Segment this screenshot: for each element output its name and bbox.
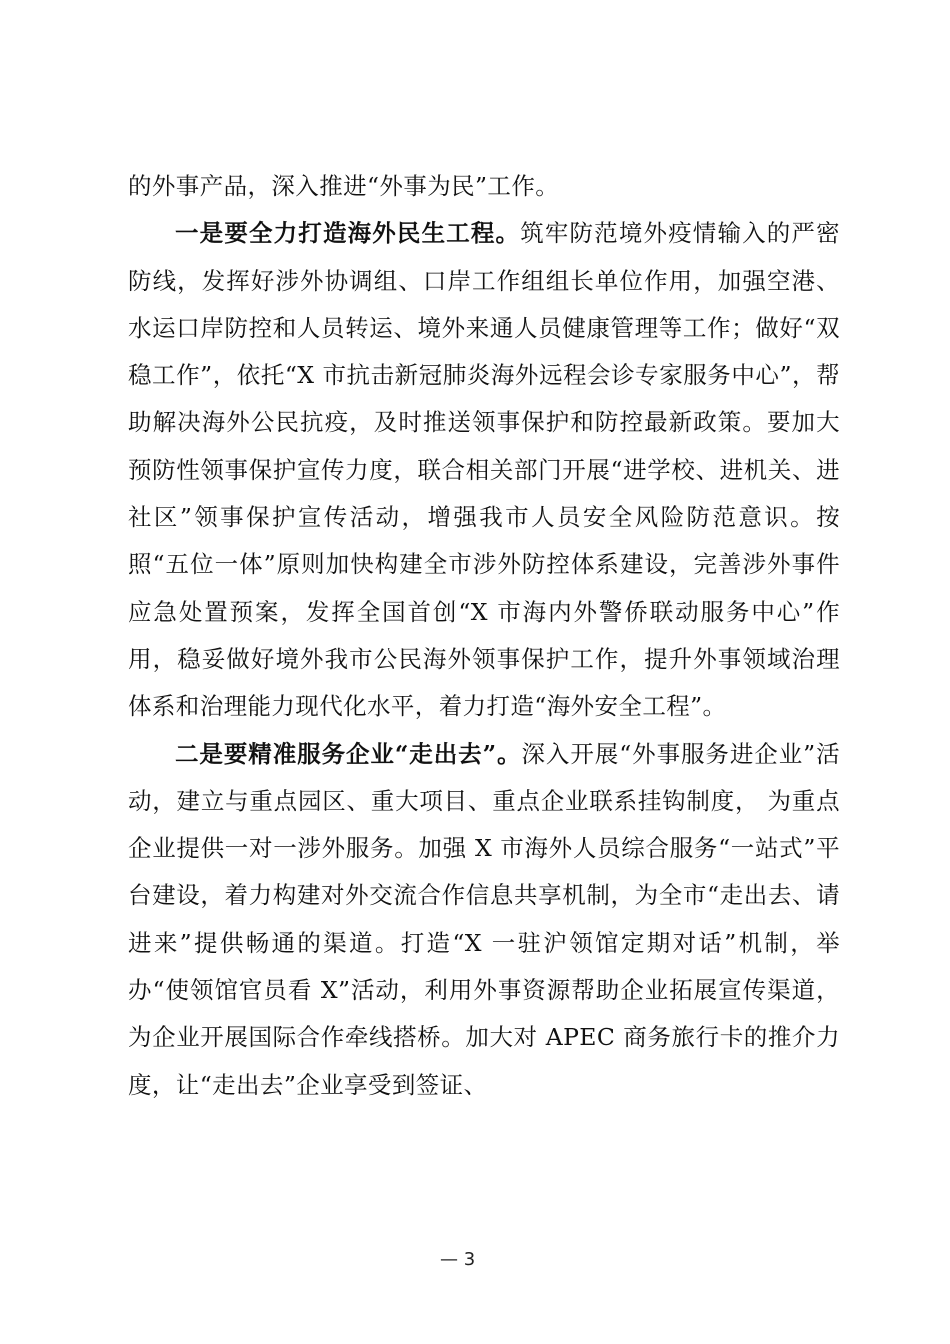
document-body: [128, 163, 840, 1109]
paragraph-body-text: 深入开展“外事服务进企业”活动，建立与重点园区、重大项目、重点企业联系挂钩制度， 为重点企业提供一对一涉外服务。加强 X 市海外人员综合服务“一站式”平台建设，着力构建对外交流合作信息共享机制，为全市“走出去、请进来”提供畅通的渠道。打造“X 一驻沪领馆定期对话”机制，举办“使领馆官员看 X”活动，利用外事资源帮助企业拓展宣传渠道，为企业开展国际合作牵线搭桥。加大对 APEC 商务旅行卡的推介力度，让“走出去”企业享受到签证、: [128, 739, 840, 1099]
paragraph-enterprise-service: [128, 731, 840, 1109]
paragraph-lead-heading: 二是要精准服务企业“走出去”。: [175, 739, 522, 768]
continuation-text: 的外事产品，深入推进“外事为民”工作。: [128, 172, 560, 200]
page-number: — 3: [440, 1249, 476, 1270]
paragraph-body-text: 筑牢防范境外疫情输入的严密防线，发挥好涉外协调组、口岸工作组组长单位作用，加强空港、水运口岸防控和人员转运、境外来通人员健康管理等工作；做好“双稳工作”，依托“X 市抗击新冠肺炎海外远程会诊专家服务中心”，帮助解决海外公民抗疫，及时推送领事保护和防控最新政策。要加大预防性领事保护宣传力度，联合相关部门开展“进学校、进机关、进社区”领事保护宣传活动，增强我市人员安全风险防范意识。按照“五位一体”原则加快构建全市涉外防控体系建设，完善涉外事件应急处置预案，发挥全国首创“X 市海内外警侨联动服务中心”作用，稳妥做好境外我市公民海外领事保护工作，提升外事领域治理体系和治理能力现代化水平，着力打造“海外安全工程”。: [128, 219, 840, 721]
paragraph-lead-heading: 一是要全力打造海外民生工程。: [175, 219, 521, 248]
paragraph-overseas-livelihood: [128, 210, 840, 730]
continuation-paragraph: [128, 163, 840, 210]
